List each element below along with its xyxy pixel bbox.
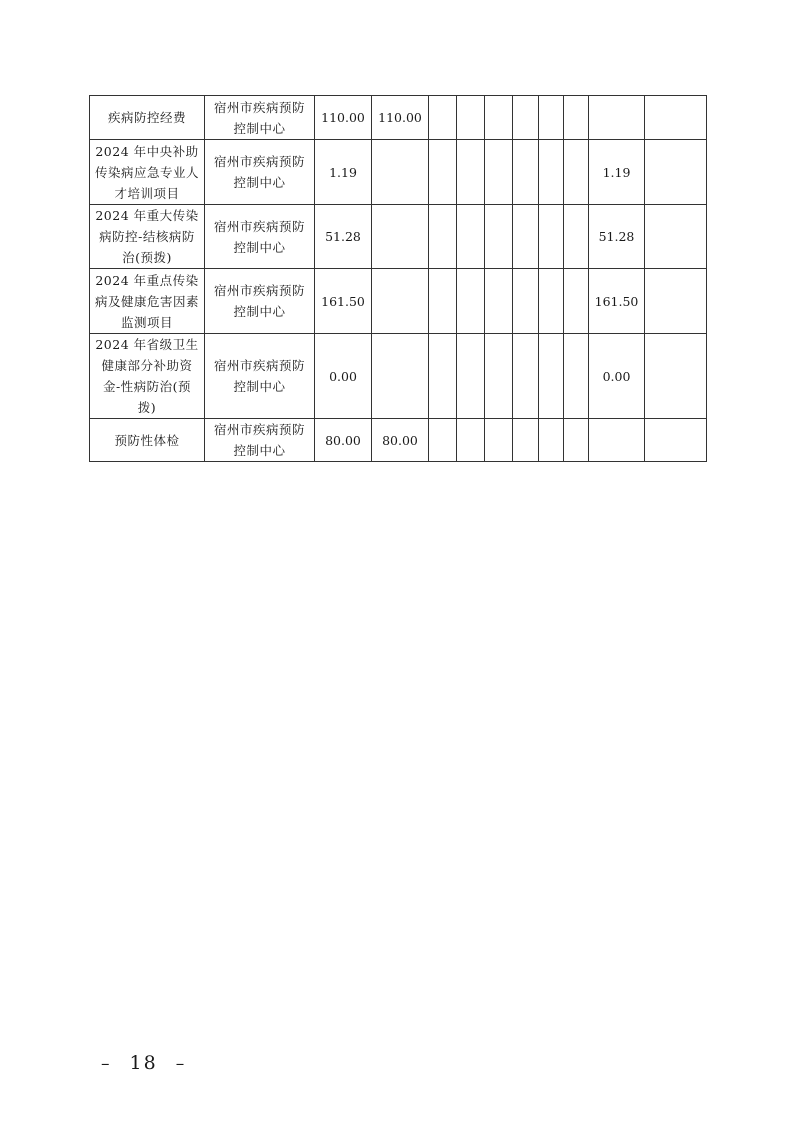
- table-row: [90, 419, 707, 462]
- amount-cell: [457, 334, 485, 419]
- amount-cell: [513, 96, 539, 140]
- amount-cell: [457, 419, 485, 462]
- amount-cell: [457, 96, 485, 140]
- project-name-cell: 预防性体检: [90, 419, 205, 462]
- amount-cell: [485, 269, 513, 334]
- amount-cell: [645, 419, 707, 462]
- amount-cell: 1.19: [589, 140, 645, 205]
- amount-cell: 51.28: [589, 205, 645, 269]
- amount-cell: [539, 96, 564, 140]
- table-row: [90, 140, 707, 205]
- total-cell: 161.50: [315, 269, 372, 334]
- unit-cell: 宿州市疾病预防控制中心: [205, 140, 315, 205]
- table-body: [90, 96, 707, 462]
- amount-cell: [485, 419, 513, 462]
- amount-cell: [513, 419, 539, 462]
- amount-cell: [564, 419, 589, 462]
- amount-cell: [645, 269, 707, 334]
- project-name-cell: 疾病防控经费: [90, 96, 205, 140]
- amount-cell: [485, 334, 513, 419]
- amount-cell: [372, 205, 429, 269]
- amount-cell: [564, 269, 589, 334]
- table-row: [90, 269, 707, 334]
- amount-cell: [372, 334, 429, 419]
- amount-cell: [645, 205, 707, 269]
- page-number-dash-left: –: [101, 1054, 112, 1074]
- amount-cell: [513, 269, 539, 334]
- total-cell: 80.00: [315, 419, 372, 462]
- unit-cell: 宿州市疾病预防控制中心: [205, 96, 315, 140]
- table-row: [90, 334, 707, 419]
- amount-cell: [485, 205, 513, 269]
- amount-cell: [429, 269, 457, 334]
- amount-cell: [429, 334, 457, 419]
- amount-cell: [539, 205, 564, 269]
- amount-cell: [372, 269, 429, 334]
- table-row: [90, 96, 707, 140]
- project-name-cell: 2024 年中央补助传染病应急专业人才培训项目: [90, 140, 205, 205]
- project-name-cell: 2024 年重点传染病及健康危害因素监测项目: [90, 269, 205, 334]
- project-name-cell: 2024 年省级卫生健康部分补助资金-性病防治(预拨): [90, 334, 205, 419]
- amount-cell: [539, 269, 564, 334]
- amount-cell: [539, 334, 564, 419]
- page-number-dash-right: –: [175, 1054, 187, 1074]
- amount-cell: [513, 205, 539, 269]
- amount-cell: [429, 140, 457, 205]
- unit-cell: 宿州市疾病预防控制中心: [205, 334, 315, 419]
- unit-cell: 宿州市疾病预防控制中心: [205, 205, 315, 269]
- amount-cell: [539, 140, 564, 205]
- amount-cell: 80.00: [372, 419, 429, 462]
- project-name-cell: 2024 年重大传染病防控-结核病防治(预拨): [90, 205, 205, 269]
- amount-cell: [645, 140, 707, 205]
- total-cell: 1.19: [315, 140, 372, 205]
- amount-cell: [589, 419, 645, 462]
- unit-cell: 宿州市疾病预防控制中心: [205, 269, 315, 334]
- amount-cell: [564, 96, 589, 140]
- total-cell: 0.00: [315, 334, 372, 419]
- amount-cell: [589, 96, 645, 140]
- amount-cell: [485, 140, 513, 205]
- amount-cell: [513, 140, 539, 205]
- amount-cell: [645, 96, 707, 140]
- amount-cell: 161.50: [589, 269, 645, 334]
- amount-cell: [429, 419, 457, 462]
- amount-cell: [564, 205, 589, 269]
- amount-cell: [429, 205, 457, 269]
- budget-table: [89, 95, 707, 462]
- amount-cell: [457, 140, 485, 205]
- amount-cell: [457, 205, 485, 269]
- amount-cell: [429, 96, 457, 140]
- amount-cell: 0.00: [589, 334, 645, 419]
- page-number: [101, 1052, 186, 1074]
- amount-cell: 110.00: [372, 96, 429, 140]
- amount-cell: [564, 334, 589, 419]
- amount-cell: [372, 140, 429, 205]
- table-row: [90, 205, 707, 269]
- total-cell: 110.00: [315, 96, 372, 140]
- amount-cell: [485, 96, 513, 140]
- total-cell: 51.28: [315, 205, 372, 269]
- amount-cell: [457, 269, 485, 334]
- amount-cell: [513, 334, 539, 419]
- amount-cell: [539, 419, 564, 462]
- page-number-value: 18: [129, 1052, 158, 1074]
- unit-cell: 宿州市疾病预防控制中心: [205, 419, 315, 462]
- amount-cell: [564, 140, 589, 205]
- amount-cell: [645, 334, 707, 419]
